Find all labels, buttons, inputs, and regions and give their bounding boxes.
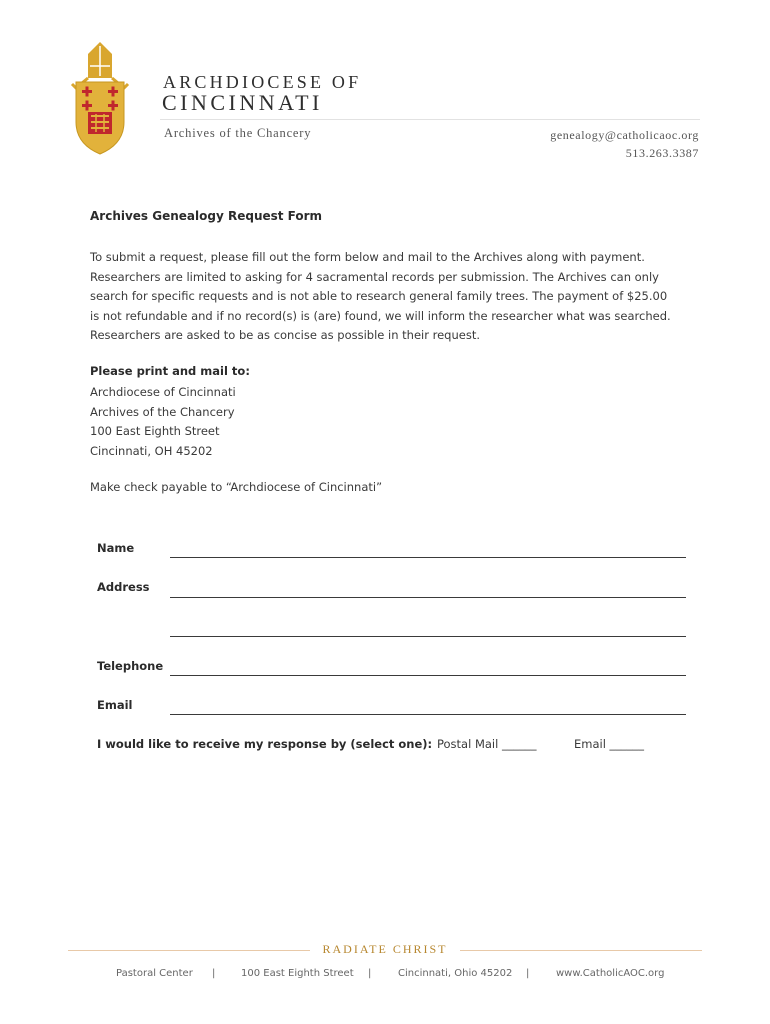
address-line: Archdiocese of Cincinnati: [90, 385, 236, 399]
address-line: 100 East Eighth Street: [90, 424, 220, 438]
contact-phone: 513.263.3387: [625, 146, 699, 160]
address-field-line1[interactable]: [170, 597, 686, 598]
option-postal-mail[interactable]: Postal Mail ______: [437, 737, 537, 751]
form-title: Archives Genealogy Request Form: [90, 209, 323, 223]
intro-line: is not refundable and if no record(s) is (are) found, we will inform the researcher what was searched.: [90, 308, 671, 323]
footer-item-pastoral-center: Pastoral Center: [116, 968, 193, 979]
name-field[interactable]: [170, 557, 686, 558]
footer-separator: |: [368, 968, 372, 979]
footer-separator: |: [212, 968, 216, 979]
archdiocese-crest-logo: [66, 40, 134, 158]
org-name-line2: CINCINNATI: [162, 90, 323, 115]
telephone-field[interactable]: [170, 675, 686, 676]
footer-item-street: 100 East Eighth Street: [241, 968, 354, 979]
intro-line: Researchers are limited to asking for 4 sacramental records per submission. The Archives can only: [90, 269, 659, 284]
address-line: Cincinnati, OH 45202: [90, 443, 213, 458]
contact-block: [550, 126, 699, 162]
org-subtitle: Archives of the Chancery: [164, 126, 312, 140]
footer-tagline: RADIATE CHRIST: [322, 942, 448, 956]
telephone-label: Telephone: [97, 659, 164, 673]
response-method-prompt: I would like to receive my response by (select one):: [97, 737, 433, 751]
contact-email: genealogy@catholicaoc.org: [550, 128, 699, 142]
footer-item-website[interactable]: www.CatholicAOC.org: [556, 968, 665, 979]
email-field[interactable]: [170, 714, 686, 715]
intro-paragraph: [90, 248, 690, 346]
name-label: Name: [97, 541, 135, 555]
intro-line: Researchers are asked to be as concise as possible in their request.: [90, 328, 480, 342]
intro-line: search for specific requests and is not able to research general family trees. The payment of $25.00: [90, 289, 668, 303]
address-field-line2[interactable]: [170, 636, 686, 637]
address-label: Address: [97, 580, 150, 594]
address-line: Archives of the Chancery: [90, 404, 235, 419]
option-email[interactable]: Email ______: [574, 737, 645, 751]
intro-line: To submit a request, please fill out the form below and mail to the Archives along with payment.: [90, 250, 645, 264]
payable-note: Make check payable to “Archdiocese of Cincinnati”: [90, 480, 383, 494]
footer-separator: |: [526, 968, 530, 979]
mailing-address: [90, 383, 236, 461]
footer-item-city: Cincinnati, Ohio 45202: [398, 968, 513, 979]
mail-heading: Please print and mail to:: [90, 364, 250, 378]
email-label: Email: [97, 698, 133, 712]
header-divider: [160, 119, 700, 120]
org-name-line1: ARCHDIOCESE OF: [163, 72, 362, 92]
